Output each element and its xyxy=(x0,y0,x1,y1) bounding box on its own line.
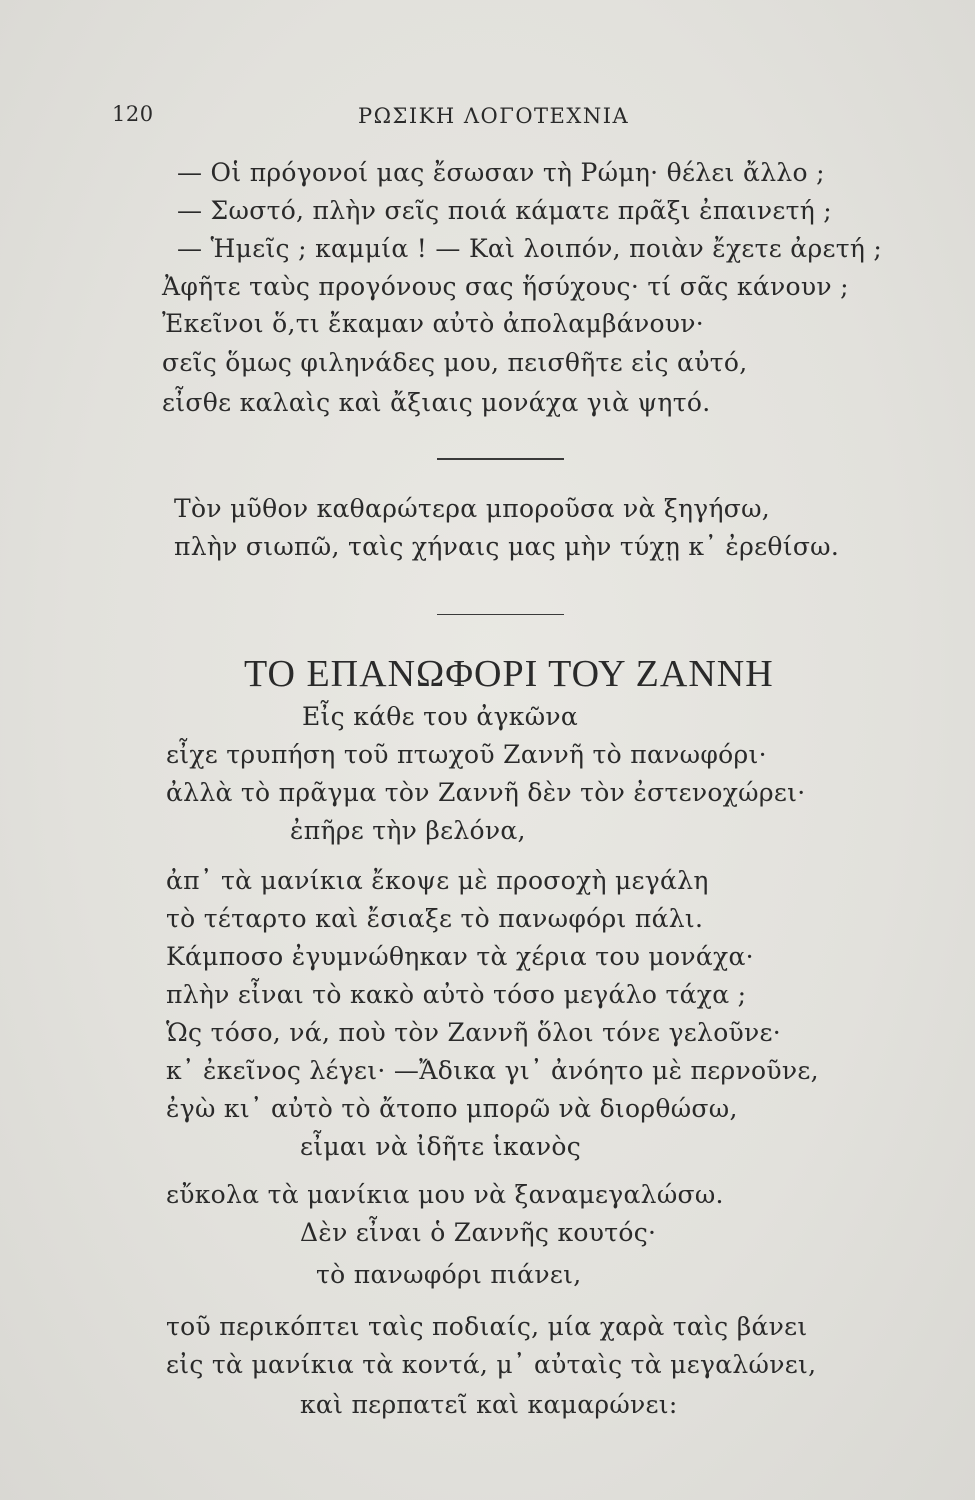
poem-line: Κάμποσο ἐγυμνώθηκαν τὰ χέρια του μονάχα· xyxy=(166,942,754,971)
poem-line: εἰς τὰ μανίκια τὰ κοντά, μ᾽ αὐταὶς τὰ μεγαλώνει, xyxy=(166,1350,817,1379)
poem-line: πλὴν εἶναι τὸ κακὸ αὐτὸ τόσο μεγάλο τάχα ; xyxy=(166,980,747,1009)
dialogue-line: εἶσθε καλαὶς καὶ ἄξιαις μονάχα γιὰ ψητό. xyxy=(162,388,711,417)
dialogue-line: — Οἱ πρόγονοί μας ἔσωσαν τὴ Ρώμη· θέλει ἄλλο ; xyxy=(177,158,825,187)
poem-line: Δὲν εἶναι ὁ Ζαννῆς κουτός· xyxy=(300,1218,657,1247)
moral-line: Τὸν μῦθον καθαρώτερα μποροῦσα νὰ ξηγήσω, xyxy=(174,494,771,523)
section-divider xyxy=(437,458,564,460)
section-divider xyxy=(437,614,564,615)
poem-line: ἐπῆρε τὴν βελόνα, xyxy=(290,816,526,845)
poem-line: Ὡς τόσο, νά, ποὺ τὸν Ζαννῆ ὅλοι τόνε γελοῦνε· xyxy=(166,1018,782,1047)
running-head: ΡΩΣΙΚΗ ΛΟΓΟΤΕΧΝΙΑ xyxy=(358,104,630,128)
poem-line: τὸ πανωφόρι πιάνει, xyxy=(316,1260,582,1289)
dialogue-line: — Σωστό, πλὴν σεῖς ποιά κάματε πρᾶξι ἐπαινετή ; xyxy=(177,196,832,225)
dialogue-line: σεῖς ὅμως φιληνάδες μου, πεισθῆτε εἰς αὐτό, xyxy=(162,348,748,377)
poem-line: ἐγὼ κι᾽ αὐτὸ τὸ ἄτοπο μπορῶ νὰ διορθώσω, xyxy=(166,1094,738,1123)
poem-line: τὸ τέταρτο καὶ ἔσιαξε τὸ πανωφόρι πάλι. xyxy=(166,904,704,933)
poem-line: ἀλλὰ τὸ πρᾶγμα τὸν Ζαννῆ δὲν τὸν ἐστενοχώρει· xyxy=(166,778,806,807)
poem-line: κ᾽ ἐκεῖνος λέγει· —Ἄδικα γι᾽ ἀνόητο μὲ περνοῦνε, xyxy=(166,1056,819,1085)
moral-line: πλὴν σιωπῶ, ταὶς χήναις μας μὴν τύχῃ κ᾽ ἐρεθίσω. xyxy=(174,532,840,561)
poem-line: Εἶς κάθε του ἀγκῶνα xyxy=(302,702,579,731)
poem-line: τοῦ περικόπτει ταὶς ποδιαίς, μία χαρὰ ταὶς βάνει xyxy=(166,1312,808,1341)
poem-title: ΤΟ ΕΠΑΝΩΦΟΡΙ ΤΟΥ ΖΑΝΝΗ xyxy=(244,653,774,695)
dialogue-line: — Ἡμεῖς ; καμμία ! — Καὶ λοιπόν, ποιὰν ἔχετε ἀρετή ; xyxy=(177,234,883,263)
dialogue-line: Ἐκεῖνοι ὅ,τι ἔκαμαν αὐτὸ ἀπολαμβάνουν· xyxy=(162,309,705,338)
page-number: 120 xyxy=(112,102,154,126)
poem-line: εἶχε τρυπήση τοῦ πτωχοῦ Ζαννῆ τὸ πανωφόρι· xyxy=(166,740,767,769)
poem-line: ἀπ᾽ τὰ μανίκια ἔκοψε μὲ προσοχὴ μεγάλη xyxy=(166,866,709,895)
poem-line: εἶμαι νὰ ἰδῆτε ἱκανὸς xyxy=(300,1132,582,1161)
dialogue-line: Ἀφῆτε ταὺς προγόνους σας ἥσύχους· τί σᾶς κάνουν ; xyxy=(162,272,849,301)
poem-line: καὶ περπατεῖ καὶ καμαρώνει: xyxy=(300,1390,678,1419)
poem-line: εὔκολα τὰ μανίκια μου νὰ ξαναμεγαλώσω. xyxy=(166,1180,724,1209)
